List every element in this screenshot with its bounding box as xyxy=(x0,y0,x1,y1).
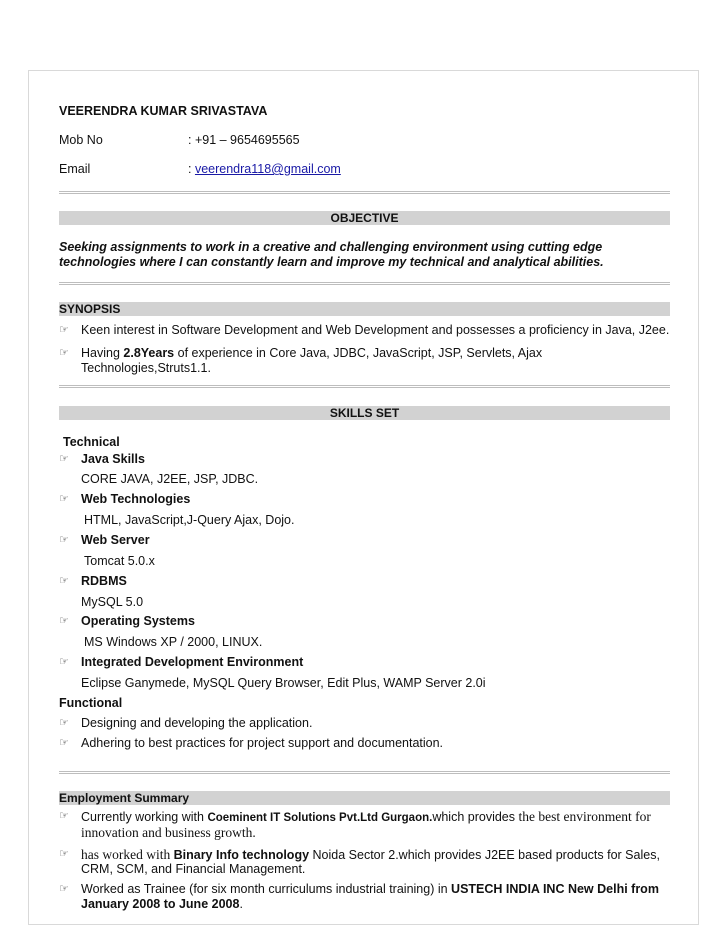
mob-label: Mob No xyxy=(59,133,103,147)
synopsis-item: ☞ Keen interest in Software Development and Web Development and possesses a proficiency in Java, J2ee. xyxy=(59,323,670,337)
pointing-hand-icon: ☞ xyxy=(59,324,69,336)
email-link[interactable]: veerendra118@gmail.com xyxy=(194,162,341,176)
skill-group: ☞ RDBMS xyxy=(59,574,127,588)
employment-item: ☞ has worked with Binary Info technology Noida Sector 2.which provides J2EE based products for Sales, xyxy=(59,847,660,862)
pointing-hand-icon: ☞ xyxy=(59,534,69,546)
email-value xyxy=(188,162,341,176)
technical-label: Technical xyxy=(63,435,120,449)
objective-line-2: technologies where I can constantly learn and improve my technical and analytical abilities. xyxy=(59,255,604,269)
pointing-hand-icon: ☞ xyxy=(59,575,69,587)
employment-heading: Employment Summary xyxy=(59,791,670,805)
divider xyxy=(59,191,670,194)
pointing-hand-icon: ☞ xyxy=(59,717,69,729)
employment-item-cont: CRM, SCM, and Financial Management. xyxy=(81,862,306,876)
pointing-hand-icon: ☞ xyxy=(59,656,69,668)
skill-detail: MySQL 5.0 xyxy=(81,595,144,609)
email-label: Email xyxy=(59,162,91,176)
skill-group: ☞ Integrated Development Environment xyxy=(59,655,304,669)
skill-group: ☞ Java Skills xyxy=(59,452,145,466)
employment-item-cont: January 2008 to June 2008. xyxy=(81,897,243,911)
employment-item: ☞ Currently working with Coeminent IT Solutions Pvt.Ltd Gurgaon.which provides the best environment for xyxy=(59,809,651,824)
email-prefix: : xyxy=(188,162,195,176)
functional-item: ☞ Designing and developing the application. xyxy=(59,716,313,730)
pointing-hand-icon: ☞ xyxy=(59,737,69,749)
synopsis-heading: SYNOPSIS xyxy=(59,302,670,316)
pointing-hand-icon: ☞ xyxy=(59,453,69,465)
candidate-name: VEERENDRA KUMAR SRIVASTAVA xyxy=(59,104,268,118)
pointing-hand-icon: ☞ xyxy=(59,848,69,860)
skill-detail: MS Windows XP / 2000, LINUX. xyxy=(84,635,263,649)
skill-group: ☞ Web Technologies xyxy=(59,492,191,506)
employment-item-cont: innovation and business growth. xyxy=(81,825,256,840)
divider xyxy=(59,385,670,388)
resume-page xyxy=(28,70,699,925)
pointing-hand-icon: ☞ xyxy=(59,615,69,627)
skills-heading: SKILLS SET xyxy=(59,406,670,420)
pointing-hand-icon: ☞ xyxy=(59,810,69,822)
divider xyxy=(59,771,670,774)
synopsis-item: ☞ Having 2.8Years of experience in Core Java, JDBC, JavaScript, JSP, Servlets, Ajax Technologies,Struts1.1. xyxy=(59,346,543,375)
objective-line-1: Seeking assignments to work in a creative and challenging environment using cutting edge xyxy=(59,240,603,254)
skill-detail: Tomcat 5.0.x xyxy=(84,554,155,568)
skill-detail: Eclipse Ganymede, MySQL Query Browser, Edit Plus, WAMP Server 2.0i xyxy=(81,676,486,690)
skill-group: ☞ Web Server xyxy=(59,533,150,547)
pointing-hand-icon: ☞ xyxy=(59,347,69,359)
functional-item: ☞ Adhering to best practices for project support and documentation. xyxy=(59,736,444,750)
skill-detail: CORE JAVA, J2EE, JSP, JDBC. xyxy=(81,472,259,486)
pointing-hand-icon: ☞ xyxy=(59,493,69,505)
objective-heading: OBJECTIVE xyxy=(59,211,670,225)
employment-item: ☞ Worked as Trainee (for six month curriculums industrial training) in USTECH INDIA INC New Delhi from xyxy=(59,882,659,896)
pointing-hand-icon: ☞ xyxy=(59,883,69,895)
skill-detail: HTML, JavaScript,J-Query Ajax, Dojo. xyxy=(84,513,295,527)
mob-value: : +91 – 9654695565 xyxy=(188,133,300,147)
divider xyxy=(59,282,670,285)
functional-label: Functional xyxy=(59,696,123,710)
skill-group: ☞ Operating Systems xyxy=(59,614,195,628)
